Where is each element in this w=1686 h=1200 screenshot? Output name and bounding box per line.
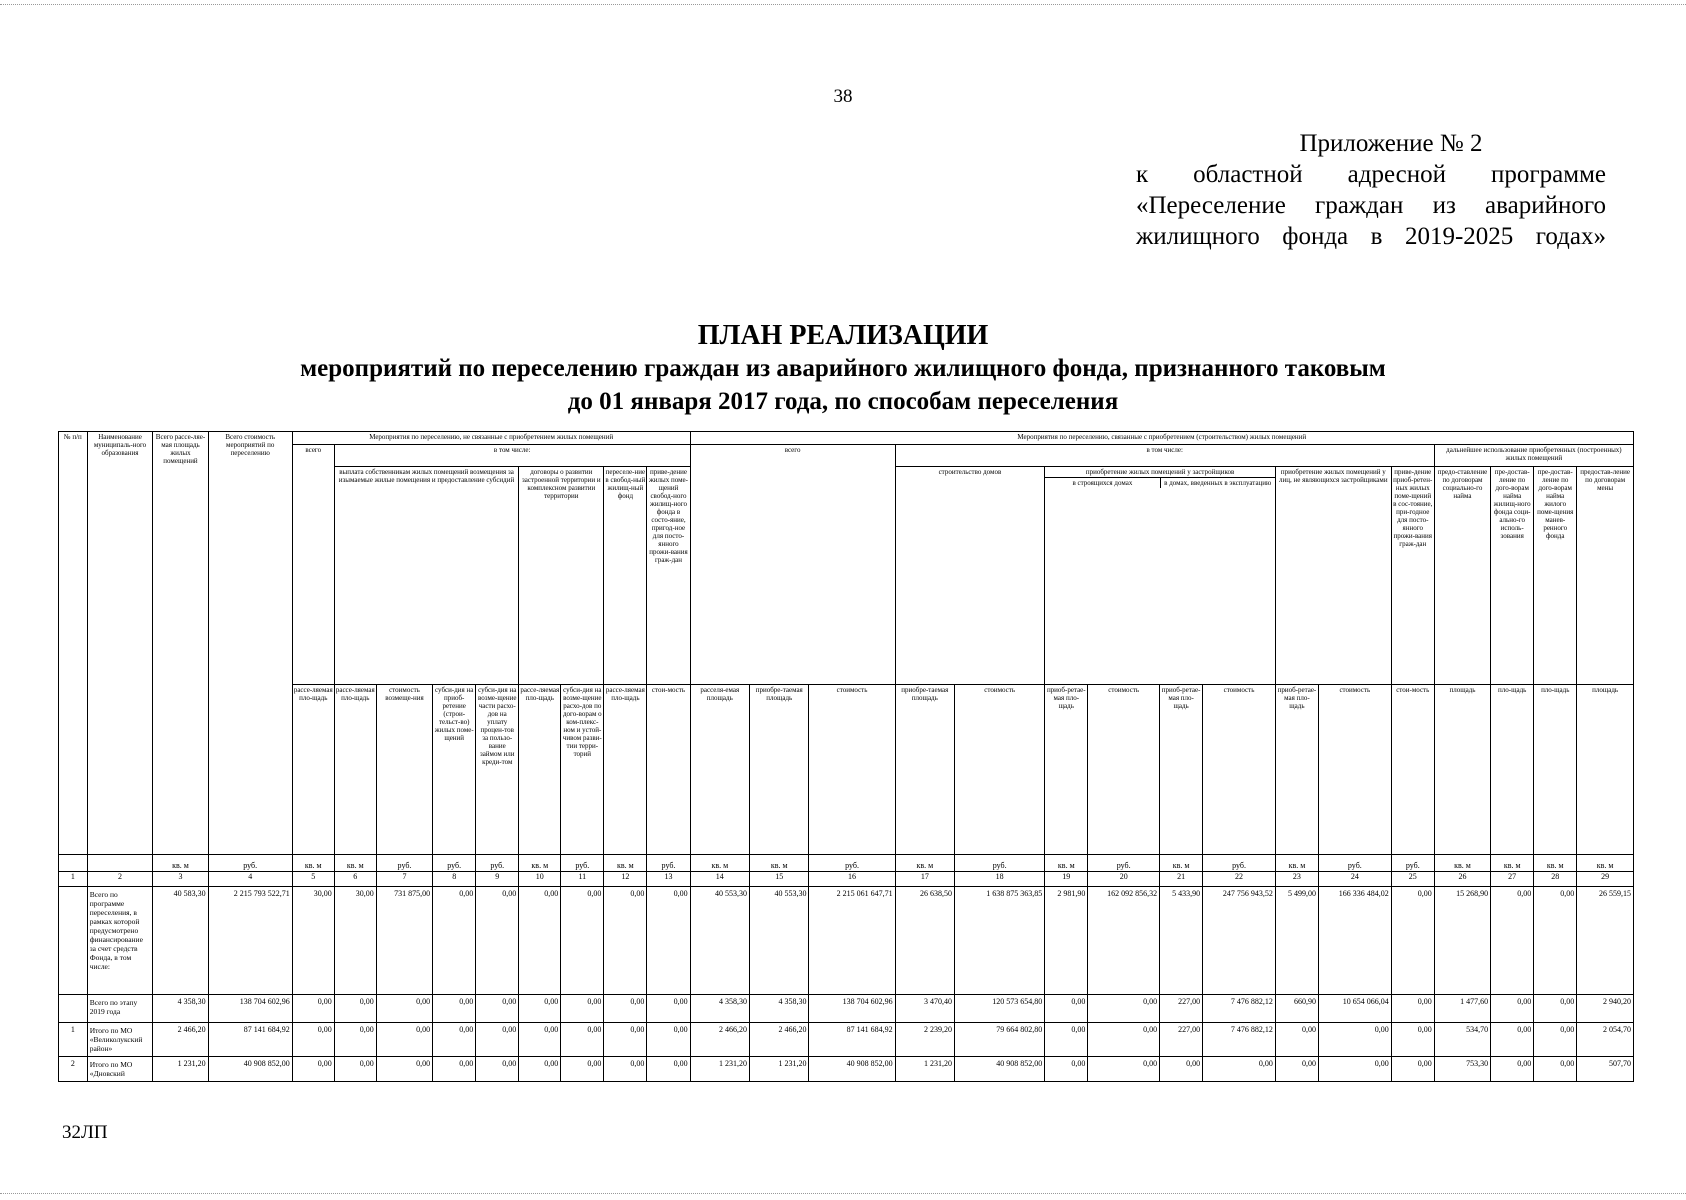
table-cell: 227,00	[1160, 995, 1203, 1023]
table-cell: 0,00	[292, 995, 334, 1023]
units-spacer	[59, 855, 88, 872]
unit-cell: руб.	[647, 855, 690, 872]
table-cell: 87 141 684,92	[809, 1023, 895, 1057]
column-number: 23	[1275, 872, 1318, 887]
table-cell: 0,00	[1391, 995, 1434, 1023]
table-cell: 30,00	[334, 887, 376, 995]
unit-cell: кв. м	[334, 855, 376, 872]
table-cell: 30,00	[292, 887, 334, 995]
table-cell: 4 358,30	[750, 995, 809, 1023]
row-name: Итого по МО «Великолукский район»	[87, 1023, 153, 1057]
unit-cell: руб.	[1391, 855, 1434, 872]
table-cell: 2 054,70	[1577, 1023, 1634, 1057]
document-title: ПЛАН РЕАЛИЗАЦИИ	[697, 320, 989, 351]
unit-cell: кв. м	[1275, 855, 1318, 872]
header-total-cost: Всего стоимость мероприятий по переселению	[208, 432, 292, 855]
header-b-dev-constr: в строящихся домах	[1045, 478, 1160, 488]
table-cell: 1 477,60	[1434, 995, 1490, 1023]
header-c8: субси-дия на приоб-ретение (строи-тельст-во) жилых поме-щений	[433, 685, 476, 855]
table-cell: 0,00	[519, 887, 561, 995]
table-cell: 0,00	[647, 1023, 690, 1057]
table-cell: 0,00	[604, 1057, 647, 1082]
table-cell: 0,00	[1491, 887, 1534, 995]
unit-cell: кв. м	[1434, 855, 1490, 872]
header-num: № п/п	[59, 432, 88, 855]
table-cell: 2 466,20	[750, 1023, 809, 1057]
header-c16: стоимость	[809, 685, 895, 855]
table-cell: 753,30	[1434, 1057, 1490, 1082]
table-cell: 0,00	[1318, 1057, 1391, 1082]
table-cell: 26 638,50	[895, 887, 954, 995]
unit-cell: руб.	[476, 855, 519, 872]
table-cell: 138 704 602,96	[809, 995, 895, 1023]
header-c20: стоимость	[1088, 685, 1160, 855]
table-cell: 2 981,90	[1045, 887, 1088, 995]
table-cell: 0,00	[1534, 995, 1577, 1023]
document-subtitle-line-2: до 01 января 2017 года, по способам переселения	[567, 388, 1119, 415]
column-number: 13	[647, 872, 690, 887]
column-number: 17	[895, 872, 954, 887]
table-cell: 0,00	[1491, 1057, 1534, 1082]
unit-cell: руб.	[1088, 855, 1160, 872]
table-cell: 0,00	[1534, 887, 1577, 995]
unit-cell: кв. м	[1160, 855, 1203, 872]
table-cell: 87 141 684,92	[208, 1023, 292, 1057]
table-cell: 247 756 943,52	[1203, 887, 1276, 995]
table-cell: 0,00	[376, 995, 432, 1023]
table-cell: 0,00	[1275, 1057, 1318, 1082]
row-number	[59, 995, 88, 1023]
header-c23: приоб-ретае-мая пло-щадь	[1275, 685, 1318, 855]
table-cell: 0,00	[1045, 995, 1088, 1023]
header-c13: стои-мость	[647, 685, 690, 855]
row-name: Всего по программе переселения, в рамках которой предусмотрено финансирование за счет средств Фонда, в том числе:	[87, 887, 153, 995]
table-cell: 0,00	[292, 1057, 334, 1082]
table-cell: 1 638 875 363,85	[955, 887, 1045, 995]
table-cell: 0,00	[334, 1057, 376, 1082]
table-cell: 0,00	[334, 995, 376, 1023]
table-cell: 0,00	[561, 1023, 604, 1057]
header-c27: пло-щадь	[1491, 685, 1534, 855]
table-cell: 0,00	[1391, 1057, 1434, 1082]
row-name: Итого по МО «Дновский	[87, 1057, 153, 1082]
column-number: 9	[476, 872, 519, 887]
table-cell: 0,00	[433, 995, 476, 1023]
table-cell: 0,00	[1160, 1057, 1203, 1082]
column-number: 15	[750, 872, 809, 887]
unit-cell: руб.	[561, 855, 604, 872]
table-cell: 5 433,90	[1160, 887, 1203, 995]
table-row	[59, 887, 1634, 995]
scan-top-edge	[0, 4, 1686, 5]
header-row-4	[59, 685, 1634, 855]
table-cell: 0,00	[1318, 1023, 1391, 1057]
header-c29: площадь	[1577, 685, 1634, 855]
table-cell: 0,00	[476, 995, 519, 1023]
header-total-area: Всего рассе-ляе-мая площадь жилых помещений	[153, 432, 208, 855]
table-cell: 166 336 484,02	[1318, 887, 1391, 995]
header-b-further: дальнейшее использование приобретенных (построенных) жилых помещений	[1434, 445, 1633, 467]
table-cell: 0,00	[647, 887, 690, 995]
table-cell: 660,90	[1275, 995, 1318, 1023]
table-cell: 1 231,20	[153, 1057, 208, 1082]
table-cell: 2 466,20	[690, 1023, 749, 1057]
units-row	[59, 855, 1634, 872]
header-a-contracts: договоры о развитии застроенной территории и комплексном развитии территории	[519, 467, 604, 685]
table-cell: 0,00	[376, 1057, 432, 1082]
table-cell: 40 908 852,00	[208, 1057, 292, 1082]
table-row	[59, 1057, 1634, 1082]
header-a-total: всего	[292, 445, 334, 685]
unit-cell: кв. м	[1491, 855, 1534, 872]
appendix-line-4: жилищного фонда в 2019-2025 годах»	[1136, 223, 1606, 250]
row-number: 2	[59, 1057, 88, 1082]
unit-cell: кв. м	[519, 855, 561, 872]
header-b-dev-title: приобретение жилых помещений у застройщиков	[1045, 467, 1275, 478]
table-cell: 0,00	[376, 1023, 432, 1057]
table-cell: 0,00	[1391, 887, 1434, 995]
table-cell: 0,00	[1088, 995, 1160, 1023]
column-number: 5	[292, 872, 334, 887]
header-c5: рассе-ляемая пло-щадь	[292, 685, 334, 855]
column-numbers-row	[59, 872, 1634, 887]
table-cell: 0,00	[292, 1023, 334, 1057]
units-spacer	[87, 855, 153, 872]
table-cell: 0,00	[1534, 1023, 1577, 1057]
table-cell: 0,00	[604, 995, 647, 1023]
unit-cell: руб.	[955, 855, 1045, 872]
table-cell: 79 664 802,80	[955, 1023, 1045, 1057]
unit-cell: кв. м	[750, 855, 809, 872]
unit-cell: кв. м	[292, 855, 334, 872]
table-cell: 0,00	[334, 1023, 376, 1057]
table-cell: 162 092 856,32	[1088, 887, 1160, 995]
header-c11: субси-дия на возме-щение расхо-дов по дого-ворам о ком-плекс-ном и устой-чивом разви-тии терри-торий	[561, 685, 604, 855]
header-c15: приобре-таемая площадь	[750, 685, 809, 855]
unit-cell: руб.	[1318, 855, 1391, 872]
column-number: 14	[690, 872, 749, 887]
row-number: 1	[59, 1023, 88, 1057]
header-group-a: Мероприятия по переселению, не связанные с приобретением жилых помещений	[292, 432, 690, 445]
header-c17: приобре-таемая площадь	[895, 685, 954, 855]
header-c21: приоб-ретае-мая пло-щадь	[1160, 685, 1203, 855]
table-cell: 0,00	[1045, 1023, 1088, 1057]
table-cell: 4 358,30	[690, 995, 749, 1023]
header-a-incl: в том числе:	[334, 445, 690, 467]
header-b-other: приобретение жилых помещений у лиц, не являющихся застройщиками	[1275, 467, 1391, 685]
document-code: 32ЛП	[62, 1122, 108, 1143]
table-row	[59, 1023, 1634, 1057]
column-number: 19	[1045, 872, 1088, 887]
header-c14: расселя-емая площадь	[690, 685, 749, 855]
unit-cell: кв. м	[895, 855, 954, 872]
header-c22: стоимость	[1203, 685, 1276, 855]
column-number: 25	[1391, 872, 1434, 887]
unit-cell: кв. м	[153, 855, 208, 872]
table-cell: 0,00	[1203, 1057, 1276, 1082]
column-number: 3	[153, 872, 208, 887]
column-number: 10	[519, 872, 561, 887]
unit-cell: кв. м	[1577, 855, 1634, 872]
table-cell: 534,70	[1434, 1023, 1490, 1057]
header-a-free: переселе-ние в свобод-ный жилищ-ный фонд	[604, 467, 647, 685]
column-number: 24	[1318, 872, 1391, 887]
header-b-dev-split	[1045, 478, 1275, 488]
header-c12: рассе-ляемая пло-щадь	[604, 685, 647, 855]
table-cell: 0,00	[519, 1023, 561, 1057]
header-c10: рассе-ляемая пло-щадь	[519, 685, 561, 855]
header-c19: приоб-ретае-мая пло-щадь	[1045, 685, 1088, 855]
table-cell: 2 215 793 522,71	[208, 887, 292, 995]
table-cell: 0,00	[519, 995, 561, 1023]
table-cell: 0,00	[1491, 995, 1534, 1023]
table-cell: 731 875,00	[376, 887, 432, 995]
table-cell: 0,00	[433, 887, 476, 995]
column-number: 12	[604, 872, 647, 887]
table-cell: 0,00	[476, 1023, 519, 1057]
header-c26: площадь	[1434, 685, 1490, 855]
table-cell: 1 231,20	[895, 1057, 954, 1082]
header-b-f2: пре-достав-ление по дого-ворам найма жилищ-ного фонда соци-ально-го исполь-зования	[1491, 467, 1534, 685]
header-c24: стоимость	[1318, 685, 1391, 855]
table-cell: 1 231,20	[690, 1057, 749, 1082]
unit-cell: руб.	[376, 855, 432, 872]
header-b-bring: приве-дение приоб-ретен-ных жилых поме-щений в сос-тояние, при-годное для посто-янного прожи-вания граж-дан	[1391, 467, 1434, 685]
table-cell: 0,00	[1491, 1023, 1534, 1057]
header-row-1	[59, 432, 1634, 445]
table-cell: 40 553,30	[750, 887, 809, 995]
table-cell: 0,00	[1391, 1023, 1434, 1057]
table-cell: 7 476 882,12	[1203, 1023, 1276, 1057]
table-cell: 138 704 602,96	[208, 995, 292, 1023]
table-cell: 5 499,00	[1275, 887, 1318, 995]
appendix-line-3: «Переселение граждан из аварийного	[1136, 192, 1606, 219]
header-group-b: Мероприятия по переселению, связанные с приобретением (строительством) жилых помещений	[690, 432, 1633, 445]
column-number: 21	[1160, 872, 1203, 887]
table-cell: 0,00	[647, 1057, 690, 1082]
unit-cell: руб.	[809, 855, 895, 872]
table-cell: 0,00	[519, 1057, 561, 1082]
plan-table-wrapper	[58, 431, 1634, 1082]
column-number: 11	[561, 872, 604, 887]
table-cell: 2 940,20	[1577, 995, 1634, 1023]
column-number: 22	[1203, 872, 1276, 887]
table-cell: 40 908 852,00	[955, 1057, 1045, 1082]
appendix-block	[1136, 128, 1606, 252]
table-cell: 2 239,20	[895, 1023, 954, 1057]
unit-cell: руб.	[1203, 855, 1276, 872]
table-cell: 4 358,30	[153, 995, 208, 1023]
header-a-bring: приве-дение жилых поме-щений свобод-ного жилищ-ного фонда в состо-яние, пригод-ное для посто-янного прожи-вания граж-дан	[647, 467, 690, 685]
column-number: 8	[433, 872, 476, 887]
column-number: 26	[1434, 872, 1490, 887]
column-number: 1	[59, 872, 88, 887]
table-cell: 40 908 852,00	[809, 1057, 895, 1082]
header-c25: стои-мость	[1391, 685, 1434, 855]
table-cell: 0,00	[647, 995, 690, 1023]
column-number: 18	[955, 872, 1045, 887]
header-b-f4: предостав-ление по договорам мены	[1577, 467, 1634, 685]
table-cell: 1 231,20	[750, 1057, 809, 1082]
page-number: 38	[833, 86, 853, 107]
row-name: Всего по этапу 2019 года	[87, 995, 153, 1023]
table-cell: 10 654 066,04	[1318, 995, 1391, 1023]
header-b-f1: предо-ставление по договорам социально-го найма	[1434, 467, 1490, 685]
column-number: 16	[809, 872, 895, 887]
header-c28: пло-щадь	[1534, 685, 1577, 855]
header-name: Наименование муниципаль-ного образования	[87, 432, 153, 855]
table-cell: 2 466,20	[153, 1023, 208, 1057]
table-cell: 26 559,15	[1577, 887, 1634, 995]
unit-cell: руб.	[433, 855, 476, 872]
unit-cell: кв. м	[1534, 855, 1577, 872]
header-a-buyout: выплата собственникам жилых помещений возмещения за изымаемые жилые помещения и предоставление субсидий	[334, 467, 519, 685]
header-b-dev	[1045, 467, 1276, 685]
table-cell: 227,00	[1160, 1023, 1203, 1057]
table-cell: 0,00	[604, 1023, 647, 1057]
table-row	[59, 995, 1634, 1023]
table-cell: 40 583,30	[153, 887, 208, 995]
table-cell: 507,70	[1577, 1057, 1634, 1082]
table-cell: 0,00	[1045, 1057, 1088, 1082]
unit-cell: руб.	[208, 855, 292, 872]
table-cell: 0,00	[433, 1023, 476, 1057]
column-number: 7	[376, 872, 432, 887]
plan-table	[58, 431, 1634, 1082]
column-number: 28	[1534, 872, 1577, 887]
row-number	[59, 887, 88, 995]
column-number: 27	[1491, 872, 1534, 887]
column-number: 20	[1088, 872, 1160, 887]
header-b-incl: в том числе:	[895, 445, 1434, 467]
unit-cell: кв. м	[690, 855, 749, 872]
table-cell: 0,00	[433, 1057, 476, 1082]
table-cell: 0,00	[1088, 1023, 1160, 1057]
table-cell: 2 215 061 647,71	[809, 887, 895, 995]
header-c7: стоимость возмеще-ния	[376, 685, 432, 855]
table-cell: 0,00	[476, 887, 519, 995]
column-number: 6	[334, 872, 376, 887]
table-cell: 0,00	[1534, 1057, 1577, 1082]
table-cell: 0,00	[561, 995, 604, 1023]
table-cell: 0,00	[561, 1057, 604, 1082]
scan-bottom-edge	[0, 1193, 1686, 1194]
column-number: 4	[208, 872, 292, 887]
header-b-total: всего	[690, 445, 895, 685]
header-c18: стоимость	[955, 685, 1045, 855]
table-cell: 0,00	[1088, 1057, 1160, 1082]
appendix-line-2: к областной адресной программе	[1136, 161, 1606, 188]
table-cell: 3 470,40	[895, 995, 954, 1023]
table-cell: 0,00	[561, 887, 604, 995]
table-cell: 40 553,30	[690, 887, 749, 995]
table-cell: 0,00	[1275, 1023, 1318, 1057]
table-cell: 0,00	[604, 887, 647, 995]
column-number: 29	[1577, 872, 1634, 887]
appendix-line-1: Приложение № 2	[1299, 130, 1483, 157]
table-cell: 7 476 882,12	[1203, 995, 1276, 1023]
table-cell: 120 573 654,80	[955, 995, 1045, 1023]
header-b-build: строительство домов	[895, 467, 1045, 685]
table-cell: 15 268,90	[1434, 887, 1490, 995]
table-cell: 0,00	[476, 1057, 519, 1082]
header-c6: рассе-ляемая пло-щадь	[334, 685, 376, 855]
header-b-dev-built: в домах, введенных в эксплуатацию	[1164, 479, 1272, 487]
column-number: 2	[87, 872, 153, 887]
unit-cell: кв. м	[1045, 855, 1088, 872]
header-c9: субси-дия на возме-щение части расхо-дов на уплату процен-тов за пользо-вание займом или креди-том	[476, 685, 519, 855]
header-row-2	[59, 445, 1634, 467]
header-b-f3: пре-достав-ление по дого-ворам найма жилого поме-щения манев-ренного фонда	[1534, 467, 1577, 685]
document-subtitle-line-1: мероприятий по переселению граждан из аварийного жилищного фонда, признанного таковым	[300, 355, 1386, 382]
unit-cell: кв. м	[604, 855, 647, 872]
